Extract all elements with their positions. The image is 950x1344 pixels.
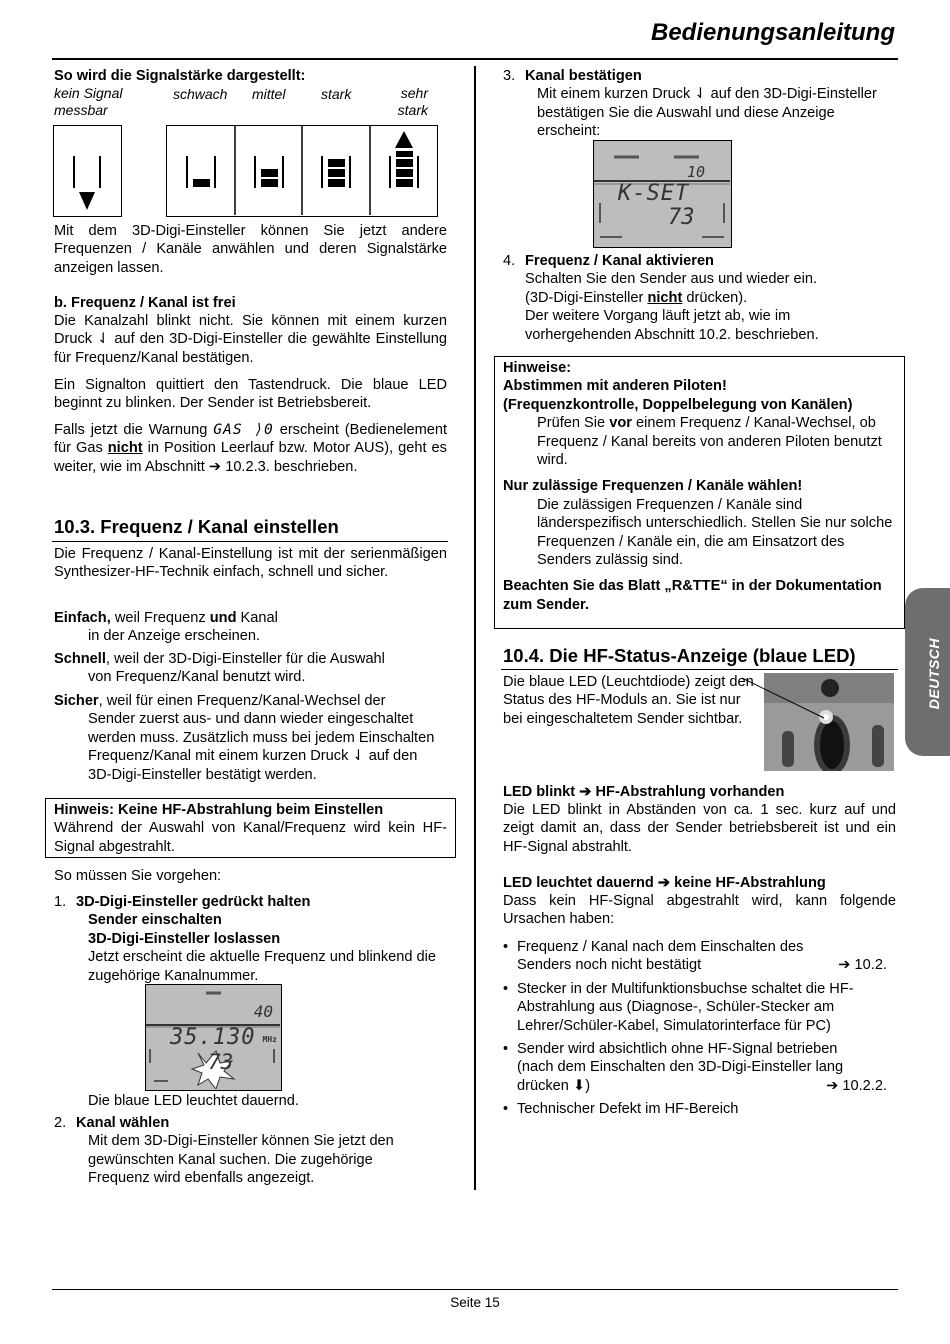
signal-label-very-strong: sehr stark xyxy=(397,85,428,118)
language-tab-label: DEUTSCH xyxy=(925,638,942,710)
cause-list xyxy=(503,938,895,1124)
blink-paragraph: Die LED blinkt in Abständen von ca. 1 sec. kurz auf und zeigt damit an, dass der Sender betriebsbereit ist und ein HF-Signal abstrahlt. xyxy=(503,802,896,855)
lcd-kset-display xyxy=(593,140,732,248)
schnell-item: Schnell, weil der 3D-Digi-Einsteller für die Auswahl von Frequenz/Kanal benutzt wird. xyxy=(54,651,385,686)
lcd-frequency-display xyxy=(145,984,282,1091)
hinweise-box: Hinweise: Abstimmen mit anderen Piloten! (Frequenzkontrolle, Doppelbelegung von Kanälen) Prüfen Sie vor einem Frequenz / Kanal-Wechsel, ob Frequenz / Kanal bereits von anderen Piloten benutzt wird. Nur zulässige Frequenzen / Kanäle wählen! Die zulässigen Frequenzen / Kanäle sind länderspezifisch unterschiedlich. Stellen Sie nur solche Frequenzen / Kanäle ein, die am Einsatzort des Senders zulässig sind. Beachten Sie das Blatt „R&TTE“ in der Dokumentation zum Sender. xyxy=(494,356,905,629)
lcd2-channel: 73 xyxy=(668,205,695,230)
signal-heading: So wird die Signalstärke dargestellt: xyxy=(54,68,306,84)
section-rule-10-4 xyxy=(501,669,898,670)
dauer-paragraph: Dass kein HF-Signal abgestrahlt wird, kann folgende Ursachen haben: xyxy=(503,893,896,928)
section-heading-10-4: 10.4. Die HF-Status-Anzeige (blaue LED) xyxy=(503,645,856,666)
signal-none-icon xyxy=(54,126,120,215)
step-2-number: 2. xyxy=(54,1115,67,1131)
list-item: • Sender wird absichtlich ohne HF-Signal betrieben (nach dem Einschalten den 3D-Digi-Einsteller lang drücken ⬇) ➔ 10.2.2. xyxy=(503,1040,895,1095)
step-3-number: 3. xyxy=(503,68,516,84)
lcd1-frequency: 35.130 xyxy=(170,1025,256,1050)
section-rule-10-3 xyxy=(52,541,448,542)
blink-heading: LED blinkt ➔ HF-Abstrahlung vorhanden xyxy=(503,784,785,800)
subheading-frei: b. Frequenz / Kanal ist frei xyxy=(54,295,236,311)
step-1-led: Die blaue LED leuchtet dauernd. xyxy=(88,1093,299,1109)
list-item: • Stecker in der Multifunktionsbuchse schaltet die HF-Abstrahlung aus (Diagnose-, Schüler-Stecker am Lehrer/Schüler-Kabel, Simulatorinterface für PC) xyxy=(503,980,895,1035)
signal-bars-icon xyxy=(167,126,436,215)
signal-label-medium: mittel xyxy=(252,86,286,102)
section-heading-10-3: 10.3. Frequenz / Kanal einstellen xyxy=(54,516,339,537)
einfach-item: Einfach, weil Frequenz und Kanal in der Anzeige erscheinen. xyxy=(54,610,278,645)
step-4: Frequenz / Kanal aktivieren Schalten Sie den Sender aus und wieder ein. (3D-Digi-Einsteller nicht drücken). Der weitere Vorgang läuft jetzt ab, wie im vorhergehenden Abschnitt 10.2. beschrieben. xyxy=(525,253,819,343)
hinweis-box xyxy=(45,798,456,858)
hinweis-text: Während der Auswahl von Kanal/Frequenz wird kein HF-Signal abgestrahlt. xyxy=(54,820,447,855)
signal-box-group xyxy=(166,125,438,217)
gas-lcd-text: GAS ⟩0 xyxy=(213,421,274,438)
lcd1-unit: MHz xyxy=(262,1035,277,1044)
paragraph-intro-10-3: Die Frequenz / Kanal-Einstellung ist mit der serienmäßigen Synthesizer-HF-Technik einfach, schnell und sicher. xyxy=(54,546,447,581)
lcd2-kset: K-SET xyxy=(618,181,690,206)
lcd1-channel: 73 xyxy=(208,1050,234,1074)
signal-label-strong: stark xyxy=(321,86,352,102)
paragraph-frei: Die Kanalzahl blinkt nicht. Sie können mit einem kurzen Druck ⇃ auf den 3D-Digi-Einsteller die gewählte Einstellung für Frequenz/Kanal bestätigen. xyxy=(54,313,447,366)
dauer-heading: LED leuchtet dauernd ➔ keine HF-Abstrahlung xyxy=(503,875,826,891)
step-3: Kanal bestätigen Mit einem kurzen Druck ⇃ auf den 3D-Digi-Einsteller bestätigen Sie die Auswahl und diese Anzeige erscheint: xyxy=(525,68,877,140)
list-item: • Frequenz / Kanal nach dem Einschalten des Senders noch nicht bestätigt ➔ 10.2. xyxy=(503,938,895,975)
step-1-number: 1. xyxy=(54,894,67,910)
lcd2-top: 10 xyxy=(686,163,705,181)
paragraph-gas-warning: Falls jetzt die Warnung GAS ⟩0 erscheint (Bedienelement für Gas nicht in Position Leerlauf bzw. Motor AUS), geht es weiter, wie im Abschnitt ➔ 10.2.3. beschrieben. xyxy=(54,421,448,475)
signal-box-none xyxy=(53,125,122,217)
footer-rule xyxy=(52,1289,898,1290)
list-item: • Technischer Defekt im HF-Bereich xyxy=(503,1100,895,1118)
page-number: Seite 15 xyxy=(450,1295,500,1310)
vorgehen-label: So müssen Sie vorgehen: xyxy=(54,868,222,884)
paragraph-led: Die blaue LED (Leuchtdiode) zeigt den Status des HF-Moduls an. Sie ist nur bei eingeschaltetem Sender sichtbar. xyxy=(503,674,754,727)
header-title: Bedienungsanleitung xyxy=(650,19,895,46)
step-2: Kanal wählen Mit dem 3D-Digi-Einsteller können Sie jetzt den gewünschten Kanal suchen. Die zugehörige Frequenz wird ebenfalls angezeigt. xyxy=(76,1115,394,1187)
step-4-number: 4. xyxy=(503,253,516,269)
signal-label-none: kein Signal messbar xyxy=(54,85,123,118)
hinweis-title: Hinweis: Keine HF-Abstrahlung beim Einstellen xyxy=(54,802,384,818)
sicher-item: Sicher, weil für einen Frequenz/Kanal-Wechsel der Sender zuerst aus- und dann wieder eingeschaltet werden muss. Zusätzlich muss bei jedem Einschalten Frequenz/Kanal mit einem kurzen Druck ⇃ auf den 3D-Digi-Einsteller bestätigt werden. xyxy=(54,693,435,783)
lcd1-top: 40 xyxy=(253,1002,273,1021)
step-1: 3D-Digi-Einsteller gedrückt halten Sender einschalten 3D-Digi-Einsteller loslassen Jetzt erscheint die aktuelle Frequenz und blinkend die zugehörige Kanalnummer. xyxy=(76,894,437,984)
led-pointer-line xyxy=(740,676,830,726)
paragraph-signalton: Ein Signalton quittiert den Tastendruck. Die blaue LED beginnt zu blinken. Der Sender ist Betriebsbereit. xyxy=(54,377,447,412)
signal-label-weak: schwach xyxy=(173,86,228,102)
column-divider xyxy=(474,66,476,1190)
header-rule xyxy=(52,58,898,60)
paragraph-signal: Mit dem 3D-Digi-Einsteller können Sie jetzt andere Frequenzen / Kanäle anwählen und deren Signalstärke anzeigen lassen. xyxy=(54,223,447,276)
